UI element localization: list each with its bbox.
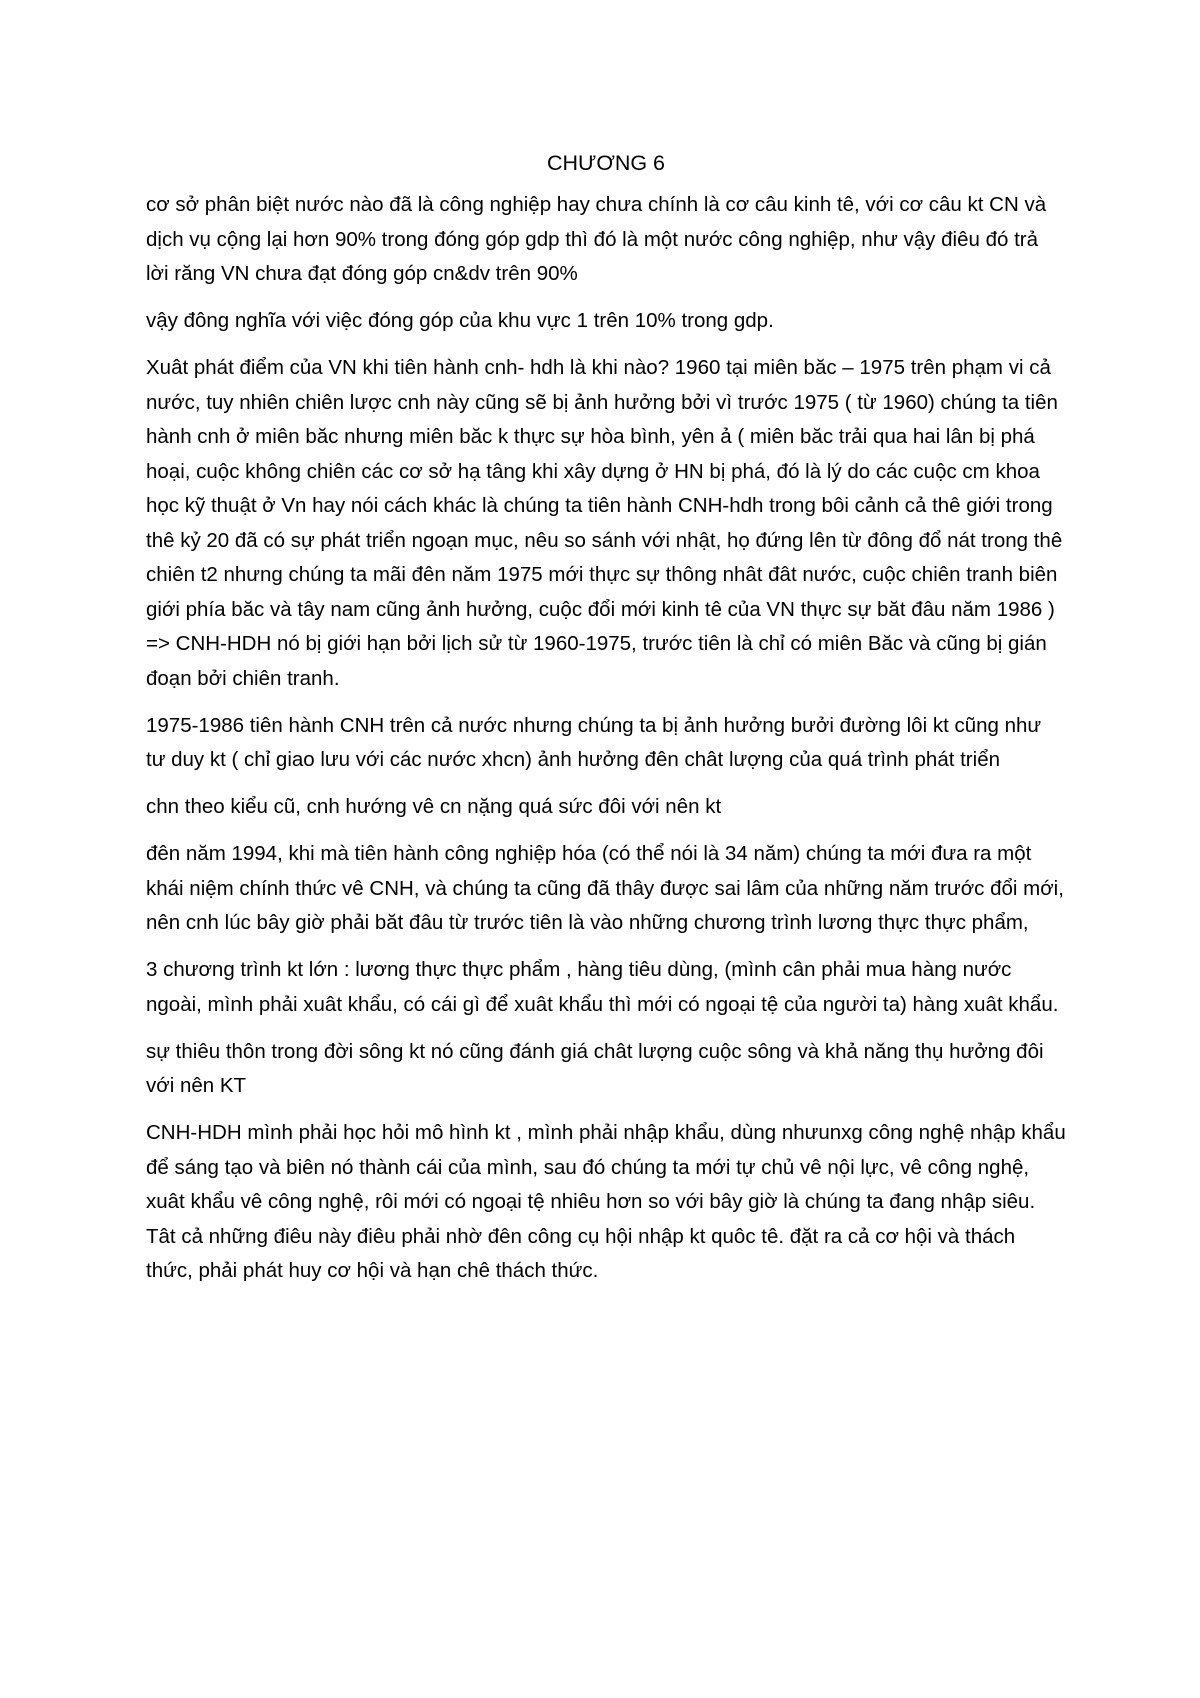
paragraph-4: 1975-1986 tiên hành CNH trên cả nước nhưng chúng ta bị ảnh hưởng bưởi đường lôi kt cũng như tư duy kt ( chỉ giao lưu với các nước xhcn) ảnh hưởng đên chât lượng của quá trình phát triển — [146, 713, 1042, 771]
paragraph-5: chn theo kiểu cũ, cnh hướng vê cn nặng quá sức đôi với nên kt — [146, 795, 722, 818]
paragraph-8: sự thiêu thôn trong đời sông kt nó cũng đánh giá chât lượng cuộc sông và khả năng thụ hưởng đôi với nên KT — [146, 1039, 1044, 1097]
paragraph-1: cơ sở phân biệt nước nào đã là công nghiệp hay chưa chính là cơ câu kinh tê, với cơ câu kt CN và dịch vụ cộng lại hơn 90% trong đóng góp gdp thì đó là một nước công nghiệp, như vậy điêu đó trả lời răng VN chưa đạt đóng góp cn&dv trên 90% — [146, 193, 1047, 285]
document-body — [146, 146, 1066, 1301]
paragraph-3: Xuât phát điểm của VN khi tiên hành cnh- hdh là khi nào? 1960 tại miên băc – 1975 trên phạm vi cả nước, tuy nhiên chiên lược cnh này cũng sẽ bị ảnh hưởng bởi vì trước 1975 ( từ 1960) chúng ta tiên hành cnh ở miên băc nhưng miên băc k thực sự hòa bình, yên ả ( miên băc trải qua hai lân bị phá hoại, cuộc không chiên các cơ sở hạ tâng khi xây dựng ở HN bị phá, đó là lý do các cuộc cm khoa học kỹ thuật ở Vn hay nói cách khác là chúng ta tiên hành CNH-hdh trong bôi cảnh cả thê giới trong thê kỷ 20 đã có sự phát triển ngoạn mục, nêu so sánh với nhật, họ đứng lên từ đông đổ nát trong thê chiên t2 nhưng chúng ta mãi đên năm 1975 mới thực sự thông nhât đât nước, cuộc chiên tranh biên giới phía băc và tây nam cũng ảnh hưởng, cuộc đổi mới kinh tê của VN thực sự băt đâu năm 1986 ) => CNH-HDH nó bị giới hạn bởi lịch sử từ 1960-1975, trước tiên là chỉ có miên Băc và cũng bị gián đoạn bởi chiên tranh. — [146, 356, 1063, 690]
paragraph-9: CNH-HDH mình phải học hỏi mô hình kt , mình phải nhập khẩu, dùng nhưunxg công nghệ nhập khẩu để sáng tạo và biên nó thành cái của mình, sau đó chúng ta mới tự chủ vê nội lực, vê công nghệ, xuât khẩu vê công nghệ, rôi mới có ngoại tệ nhiêu hơn so với bây giờ là chúng ta đang nhập siêu. Tât cả những điêu này điêu phải nhờ đên công cụ hội nhập kt quôc tê. đặt ra cả cơ hội và thách thức, phải phát huy cơ hội và hạn chê thách thức. — [146, 1121, 1066, 1282]
paragraph-7: 3 chương trình kt lớn : lương thực thực phẩm , hàng tiêu dùng, (mình cân phải mua hàng nước ngoài, mình phải xuât khẩu, có cái gì để xuât khẩu thì mới có ngoại tệ của người ta) hàng xuât khẩu. — [146, 958, 1059, 1016]
paragraph-6: đên năm 1994, khi mà tiên hành công nghiệp hóa (có thể nói là 34 năm) chúng ta mới đưa ra một khái niệm chính thức vê CNH, và chúng ta cũng đã thây được sai lâm của những năm trước đổi mới, nên cnh lúc bây giờ phải băt đâu từ trước tiên là vào những chương trình lương thực thực phẩm, — [146, 842, 1064, 934]
chapter-title: CHƯƠNG 6 — [546, 151, 666, 175]
paragraph-2: vậy đông nghĩa với việc đóng góp của khu vực 1 trên 10% trong gdp. — [146, 309, 774, 332]
